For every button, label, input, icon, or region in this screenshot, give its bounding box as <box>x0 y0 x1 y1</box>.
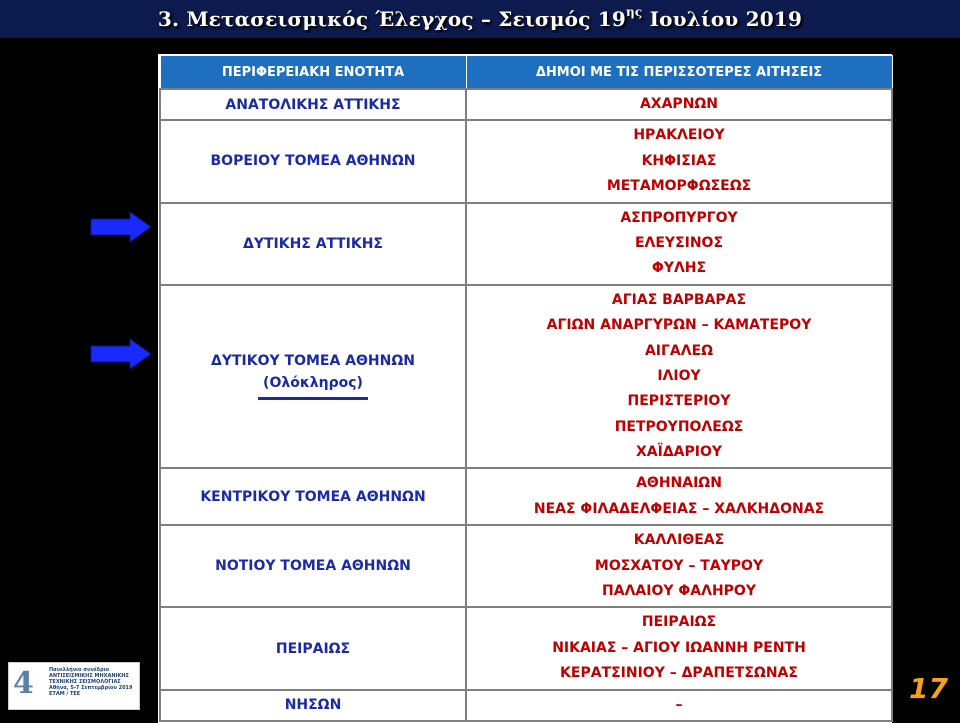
municipalities-cell <box>466 607 892 689</box>
logo-mark: 4 <box>13 666 34 701</box>
municipality-item: ΕΛΕΥΣΙΝΟΣ <box>634 234 724 251</box>
municipality-item: ΜΟΣΧΑΤΟΥ – ΤΑΥΡΟΥ <box>594 557 764 574</box>
municipalities-cell <box>466 690 892 721</box>
municipality-item: – <box>675 696 683 713</box>
region-cell <box>160 468 466 525</box>
title-bar <box>0 0 960 38</box>
region-cell <box>160 525 466 607</box>
table-row <box>160 285 892 469</box>
region-name: ΑΝΑΤΟΛΙΚΗΣ ΑΤΤΙΚΗΣ <box>225 96 401 113</box>
municipalities-cell <box>466 525 892 607</box>
municipality-item: ΚΑΛΛΙΘΕΑΣ <box>633 532 725 549</box>
table-row <box>160 690 892 721</box>
region-name: ΠΕΙΡΑΙΩΣ <box>275 640 351 657</box>
municipality-item: ΠΕΤΡΟΥΠΟΛΕΩΣ <box>614 418 744 435</box>
municipality-item: ΙΛΙΟΥ <box>657 367 701 384</box>
region-cell <box>160 89 466 120</box>
region-name: ΒΟΡΕΙΟΥ ΤΟΜΕΑ ΑΘΗΝΩΝ <box>210 153 416 170</box>
municipality-item: ΑΓΙΩΝ ΑΝΑΡΓΥΡΩΝ – ΚΑΜΑΤΕΡΟΥ <box>546 317 812 334</box>
page-number: 17 <box>909 672 948 705</box>
municipality-item: ΝΙΚΑΙΑΣ – ΑΓΙΟΥ ΙΩΑΝΝΗ ΡΕΝΤΗ <box>552 639 806 656</box>
municipality-item: ΠΕΙΡΑΙΩΣ <box>641 614 717 631</box>
municipalities-cell <box>466 89 892 120</box>
table-row <box>160 120 892 202</box>
region-cell <box>160 607 466 689</box>
region-name: ΝΗΣΩΝ <box>284 697 342 714</box>
header-municipalities: ΔΗΜΟΙ ΜΕ ΤΙΣ ΠΕΡΙΣΣΟΤΕΡΕΣ ΑΙΤΗΣΕΙΣ <box>466 56 892 90</box>
municipality-item: ΑΧΑΡΝΩΝ <box>639 96 719 112</box>
region-underline <box>258 397 368 400</box>
header-region: ΠΕΡΙΦΕΡΕΙΑΚΗ ΕΝΟΤΗΤΑ <box>160 56 466 90</box>
municipality-item: ΑΙΓΑΛΕΩ <box>644 342 714 359</box>
table-row <box>160 525 892 607</box>
region-name: ΚΕΝΤΡΙΚΟΥ ΤΟΜΕΑ ΑΘΗΝΩΝ <box>200 488 426 505</box>
region-name: ΝΟΤΙΟΥ ΤΟΜΕΑ ΑΘΗΝΩΝ <box>215 558 411 575</box>
municipalities-cell <box>466 285 892 469</box>
region-cell <box>160 285 466 469</box>
municipalities-cell <box>466 203 892 285</box>
region-cell <box>160 690 466 721</box>
municipality-item: ΧΑΪΔΑΡΙΟΥ <box>635 444 723 461</box>
region-cell <box>160 120 466 202</box>
municipality-item: ΦΥΛΗΣ <box>651 260 707 277</box>
conference-logo <box>8 662 140 710</box>
region-name: ΔΥΤΙΚΟΥ ΤΟΜΕΑ ΑΘΗΝΩΝ <box>211 353 415 370</box>
table-body <box>160 89 892 721</box>
municipality-item: ΑΘΗΝΑΙΩΝ <box>636 475 722 492</box>
table-row <box>160 468 892 525</box>
table-row <box>160 203 892 285</box>
municipality-item: ΗΡΑΚΛΕΙΟΥ <box>633 127 725 144</box>
municipality-item: ΝΕΑΣ ΦΙΛΑΔΕΛΦΕΙΑΣ – ΧΑΛΚΗΔΟΝΑΣ <box>533 500 825 517</box>
municipality-item: ΠΕΡΙΣΤΕΡΙΟΥ <box>627 393 731 410</box>
municipality-item: ΑΓΙΑΣ ΒΑΡΒΑΡΑΣ <box>611 291 747 308</box>
logo-text: Πανελλήνιο συνέδριο ΑΝΤΙΣΕΙΣΜΙΚΗΣ ΜΗΧΑΝΙΚΗΣ ΤΕΧΝΙΚΗΣ ΣΕΙΣΜΟΛΟΓΙΑΣ Αθήνα, 5-7 Σεπτεμβρίου 2019 ΕΤΑΜ / ΤΕΕ <box>49 667 133 697</box>
region-name: ΔΥΤΙΚΗΣ ΑΤΤΙΚΗΣ <box>242 235 383 252</box>
municipality-item: ΚΗΦΙΣΙΑΣ <box>641 152 717 169</box>
municipality-item: ΚΕΡΑΤΣΙΝΙΟΥ – ΔΡΑΠΕΤΣΩΝΑΣ <box>560 665 798 682</box>
municipalities-table <box>158 54 892 723</box>
municipalities-cell <box>466 120 892 202</box>
table-header-row <box>160 56 892 90</box>
region-cell <box>160 203 466 285</box>
municipalities-cell <box>466 468 892 525</box>
slide-title: 3. Μετασεισμικός Έλεγχος – Σεισμός $19^{\eta\varsigma}$ Ιουλίου 2019 <box>157 5 803 31</box>
municipality-item: ΜΕΤΑΜΟΡΦΩΣΕΩΣ <box>606 178 752 195</box>
region-subtitle: (Ολόκληρος) <box>263 375 363 392</box>
right-arrow-icon <box>90 211 152 243</box>
municipality-item: ΠΑΛΑΙΟΥ ΦΑΛΗΡΟΥ <box>602 583 756 600</box>
municipality-item: ΑΣΠΡΟΠΥΡΓΟΥ <box>620 209 738 226</box>
right-arrow-icon <box>90 338 152 370</box>
table-row <box>160 607 892 689</box>
table-row <box>160 89 892 120</box>
